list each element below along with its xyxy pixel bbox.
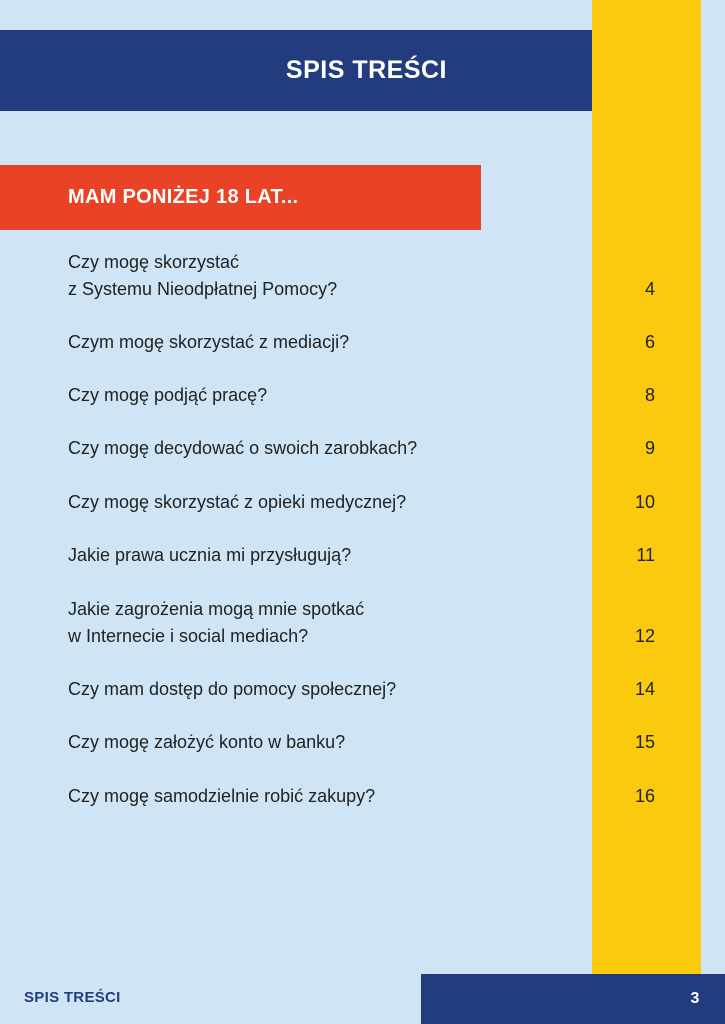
- toc-item-page: 15: [634, 732, 655, 752]
- footer-page-number: 3: [690, 990, 700, 1007]
- toc-item-text: Czy mogę podjąć pracę?: [68, 385, 268, 405]
- toc-item-3[interactable]: [68, 382, 658, 409]
- page-title: SPIS TREŚCI: [285, 56, 447, 84]
- toc-item-text: Jakie prawa ucznia mi przysługują?: [68, 545, 352, 565]
- toc-item-9[interactable]: [68, 729, 658, 756]
- toc-item-page: 6: [644, 332, 655, 352]
- toc-item-10[interactable]: [68, 783, 658, 810]
- footer-label: SPIS TREŚCI: [24, 989, 121, 1006]
- toc-item-page: 14: [634, 679, 655, 699]
- toc-item-7[interactable]: [68, 596, 658, 650]
- toc-item-5[interactable]: [68, 489, 658, 516]
- toc-item-page: 16: [634, 786, 655, 806]
- toc-item-page: 11: [636, 545, 655, 565]
- toc-item-text: Czy mam dostęp do pomocy społecznej?: [68, 679, 397, 699]
- yellow-side-stripe: [592, 0, 701, 974]
- toc-item-8[interactable]: [68, 676, 658, 703]
- section-title: MAM PONIŻEJ 18 LAT...: [68, 186, 299, 208]
- toc-item-4[interactable]: [68, 435, 658, 462]
- toc-item-page: 4: [644, 279, 655, 299]
- toc-item-text: Czy mogę decydować o swoich zarobkach?: [68, 438, 418, 458]
- toc-item-page: 12: [634, 626, 655, 646]
- toc-item-text: Czym mogę skorzystać z mediacji?: [68, 332, 350, 352]
- toc-item-text: Czy mogę skorzystać z Systemu Nieodpłatnej Pomocy?: [68, 252, 338, 299]
- toc-item-2[interactable]: [68, 329, 658, 356]
- toc-item-6[interactable]: [68, 542, 658, 569]
- toc-item-page: 8: [644, 385, 655, 405]
- toc-item-text: Czy mogę założyć konto w banku?: [68, 732, 346, 752]
- toc-item-1[interactable]: [68, 249, 658, 303]
- toc-item-page: 10: [634, 492, 655, 512]
- toc-item-text: Czy mogę skorzystać z opieki medycznej?: [68, 492, 407, 512]
- toc-item-page: 9: [644, 438, 655, 458]
- toc-item-text: Jakie zagrożenia mogą mnie spotkać w Internecie i social mediach?: [68, 599, 365, 646]
- toc-item-text: Czy mogę samodzielnie robić zakupy?: [68, 786, 376, 806]
